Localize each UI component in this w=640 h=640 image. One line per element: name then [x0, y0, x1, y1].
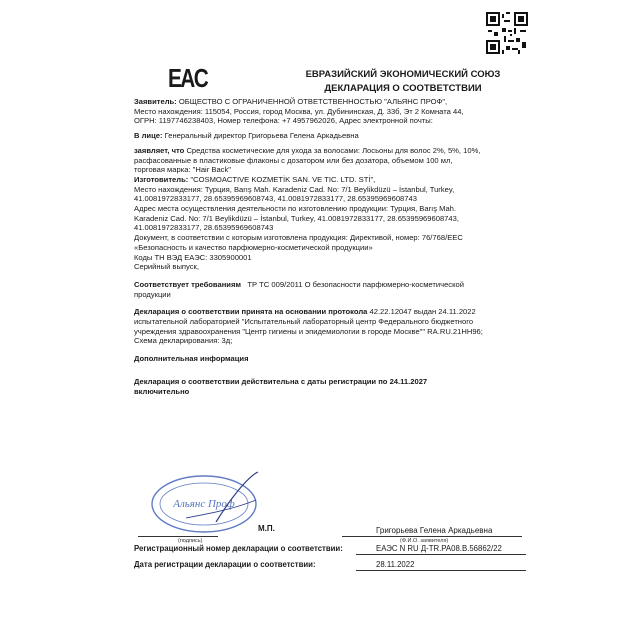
requirements-line2: продукции — [134, 289, 171, 299]
reg-number-label: Регистрационный номер декларации о соответствии: — [134, 544, 343, 553]
basis-lab-2: учреждения здравоохранения "Центр гигиены и эпидемиологии в городе Москве"" RA.RU.21HH96; — [134, 326, 483, 336]
applicant-ogrn: ОГРН: 1197746238403, Номер телефона: +7 4957962026, Адрес электронной почты: — [134, 116, 433, 126]
basis-lab: испытательной лабораторией "Испытательный лабораторный центр Федерального бюджетного — [134, 317, 474, 327]
declares-line3: торговая марка: "Hair Back" — [134, 165, 231, 175]
stamp-text: Альянс Проф — [173, 498, 235, 510]
applicant-location: Место нахождения: 115054, Россия, город Москва, ул. Дубининская, Д. 33б, Эт 2 Комната 44, — [134, 106, 464, 116]
reg-date-underline — [356, 570, 526, 571]
reg-date: 28.11.2022 — [376, 560, 415, 569]
mp-label: М.П. — [258, 524, 275, 533]
manufacturer-coords: 41.0081972833177, 28.65395969608743, 41.0081972833177, 28.65395969608743 — [134, 194, 417, 204]
manufacturer-site-2: Karadeniz Cad. No: 7/1 Beylikdüzü – İstanbul, Turkey, 41.0081972833177, 28.65395969608743, — [134, 213, 459, 223]
reg-date-label: Дата регистрации декларации о соответствии: — [134, 560, 316, 569]
basis-line: Декларация о соответствии принята на основании протокола 42.22.12047 выдан 24.11.2022 — [134, 307, 476, 317]
reg-number-underline — [356, 554, 526, 555]
manufacturer-site: Адрес места осуществления деятельности по изготовлению продукции: Турция, Barış Mah. — [134, 204, 457, 214]
company-stamp — [146, 470, 266, 540]
qr-code-icon — [486, 12, 528, 54]
signature-line — [138, 536, 218, 537]
manufacturer-document-2: «Безопасность и качество парфюмерно-косметической продукции» — [134, 242, 373, 252]
manufacturer-site-3: 41.0081972833177, 28.65395969608743 — [134, 223, 274, 233]
manufacturer-document: Документ, в соответствии с которым изготовлена продукция: Директивой, номер: 76/768/EEC — [134, 233, 463, 243]
declares-line2: расфасованные в пластиковые флаконы с дозатором или без дозатора, объемом 100 мл, — [134, 155, 453, 165]
declaration-title: ДЕКЛАРАЦИЯ О СООТВЕТСТВИИ — [324, 83, 482, 94]
name-line — [342, 536, 522, 537]
hs-codes: Коды ТН ВЭД ЕАЭС: 3305900001 — [134, 252, 252, 262]
additional-info: Дополнительная информация — [134, 354, 249, 364]
applicant-line: Заявитель: ОБЩЕСТВО С ОГРАНИЧЕННОЙ ОТВЕТСТВЕННОСТЬЮ "АЛЬЯНС ПРОФ", — [134, 97, 448, 106]
sign-caption: (подпись) — [178, 538, 203, 544]
signer-name: Григорьева Гелена Аркадьевна — [376, 526, 493, 535]
reg-number: ЕАЭС N RU Д-TR.PA08.B.56862/22 — [376, 544, 502, 553]
applicant-person: В лице: Генеральный директор Григорьева Гелена Аркадьевна — [134, 131, 359, 141]
serial-release: Серийный выпуск, — [134, 262, 199, 272]
declares-line: заявляет, что Средства косметические для ухода за волосами: Лосьоны для волос 2%, 5%, 10%, — [134, 145, 481, 155]
manufacturer-location: Место нахождения: Турция, Barış Mah. Karadeniz Cad. No: 7/1 Beylikdüzü – İstanbul, Turkey, — [134, 184, 455, 194]
declaration-body — [134, 97, 526, 396]
requirements-line: Соответствует требованиям ТР ТС 009/2011 О безопасности парфюмерно-косметической — [134, 279, 464, 289]
basis-scheme: Схема декларирования: 3д; — [134, 336, 233, 346]
validity-line: Декларация о соответствии действительна с даты регистрации по 24.11.2027 — [134, 376, 428, 386]
union-title: ЕВРАЗИЙСКИЙ ЭКОНОМИЧЕСКИЙ СОЮЗ — [305, 69, 501, 80]
applicant-caption: (Ф.И.О. заявителя) — [400, 538, 449, 544]
manufacturer-line: Изготовитель: "COSMOACTIVE KOZMETİK SAN. VE TIC. LTD. STİ", — [134, 174, 376, 184]
eac-logo: EAC — [168, 63, 208, 93]
validity-line2: включительно — [134, 386, 190, 396]
